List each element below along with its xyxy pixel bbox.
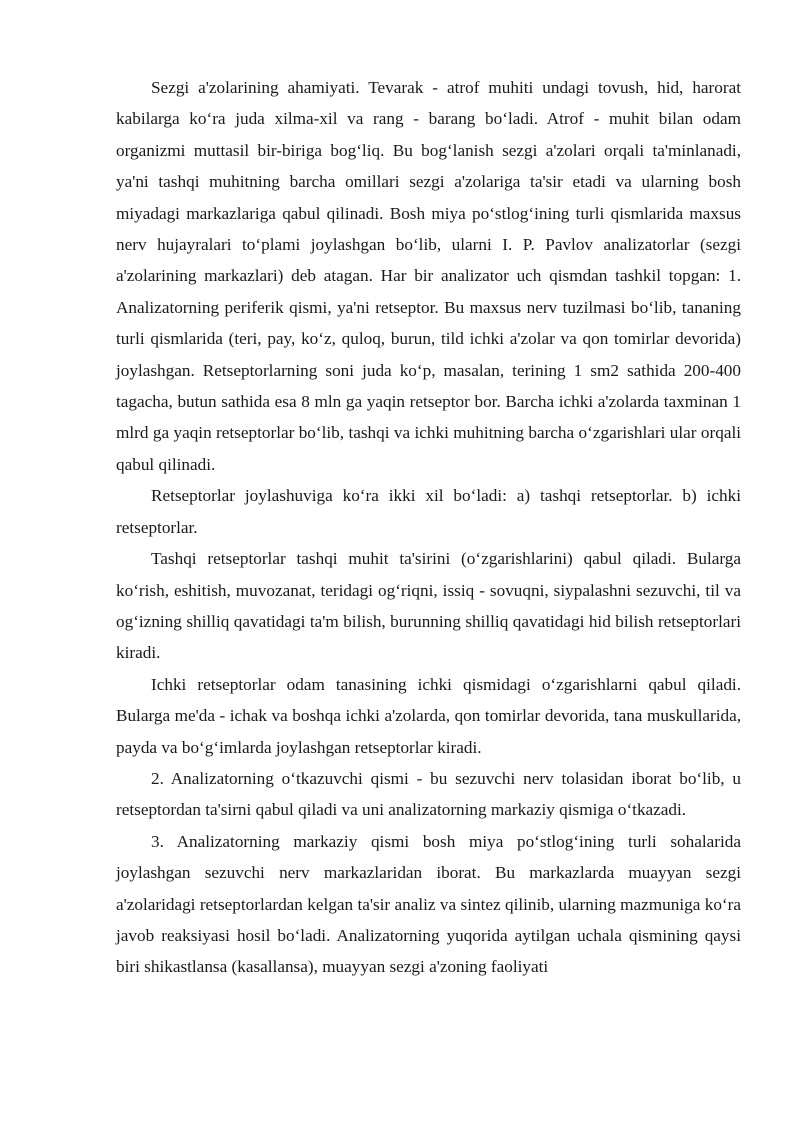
paragraph-internal-receptors: Ichki retseptorlar odam tanasining ichki qismidagi o‘zgarishlarni qabul qiladi. Bularga me'da - ichak va boshqa ichki a'zolarda, qon tomirlar devorida, tana muskullarida, payda va bo‘g‘imlarda joylashgan retseptorlar kiradi. <box>116 674 741 757</box>
paragraph-external-receptors: Tashqi retseptorlar tashqi muhit ta'sirini (o‘zgarishlarini) qabul qiladi. Bularga ko‘rish, eshitish, muvozanat, teridagi og‘riqni, issiq - sovuqni, siypalashni sezuvchi, til va og‘izning shilliq qavatidagi ta'm bilish, burunning shilliq qavatidagi hid bilish retseptorlari kiradi. <box>116 549 741 663</box>
document-page <box>116 72 741 983</box>
paragraph-conductive-part: 2. Analizatorning o‘tkazuvchi qismi - bu sezuvchi nerv tolasidan iborat bo‘lib, u retseptordan ta'sirni qabul qiladi va uni analizatorning markaziy qismiga o‘tkazadi. <box>116 768 741 820</box>
paragraph-sense-organs-importance: Sezgi a'zolarining ahamiyati. Tevarak - atrof muhiti undagi tovush, hid, harorat kabilarga ko‘ra juda xilma-xil va rang - barang bo‘ladi. Atrof - muhit bilan odam organizmi muttasil bir-biriga bog‘liq. Bu bog‘lanish sezgi a'zolari orqali ta'minlanadi, ya'ni tashqi muhitning barcha omillari sezgi a'zolariga ta'sir etadi va ularning bosh miyadagi markazlariga qabul qilinadi. Bosh miya po‘stlog‘ining turli qismlarida maxsus nerv hujayralari to‘plami joylashgan bo‘lib, ularni I. P. Pavlov analizatorlar (sezgi a'zolarining markazlari) deb atagan. Har bir analizator uch qismdan tashkil topgan: 1. Analizatorning periferik qismi, ya'ni retseptor. Bu maxsus nerv tuzilmasi bo‘lib, tananing turli qismlarida (teri, pay, ko‘z, quloq, burun, tild ichki a'zolar va qon tomirlar devorida) joylashgan. Retseptorlarning soni juda ko‘p, masalan, terining 1 sm2 sathida 200-400 tagacha, butun sathida esa 8 mln ga yaqin retseptor bor. Barcha ichki a'zolarda taxminan 1 mlrd ga yaqin retseptorlar bo‘lib, tashqi va ichki muhitning barcha o‘zgarishlari ular orqali qabul qilinadi. <box>116 78 741 474</box>
paragraph-central-part: 3. Analizatorning markaziy qismi bosh miya po‘stlog‘ining turli sohalarida joylashgan sezuvchi nerv markazlaridan iborat. Bu markazlarda muayyan sezgi a'zolaridagi retseptorlardan kelgan ta'sir analiz va sintez qilinib, ularning mazmuniga ko‘ra javob reaksiyasi hosil bo‘ladi. Analizatorning yuqorida aytilgan uchala qismining qaysi biri shikastlansa (kasallansa), muayyan sezgi a'zoning faoliyati <box>116 831 741 977</box>
paragraph-receptor-types: Retseptorlar joylashuviga ko‘ra ikki xil bo‘ladi: a) tashqi retseptorlar. b) ichki retseptorlar. <box>116 486 741 537</box>
